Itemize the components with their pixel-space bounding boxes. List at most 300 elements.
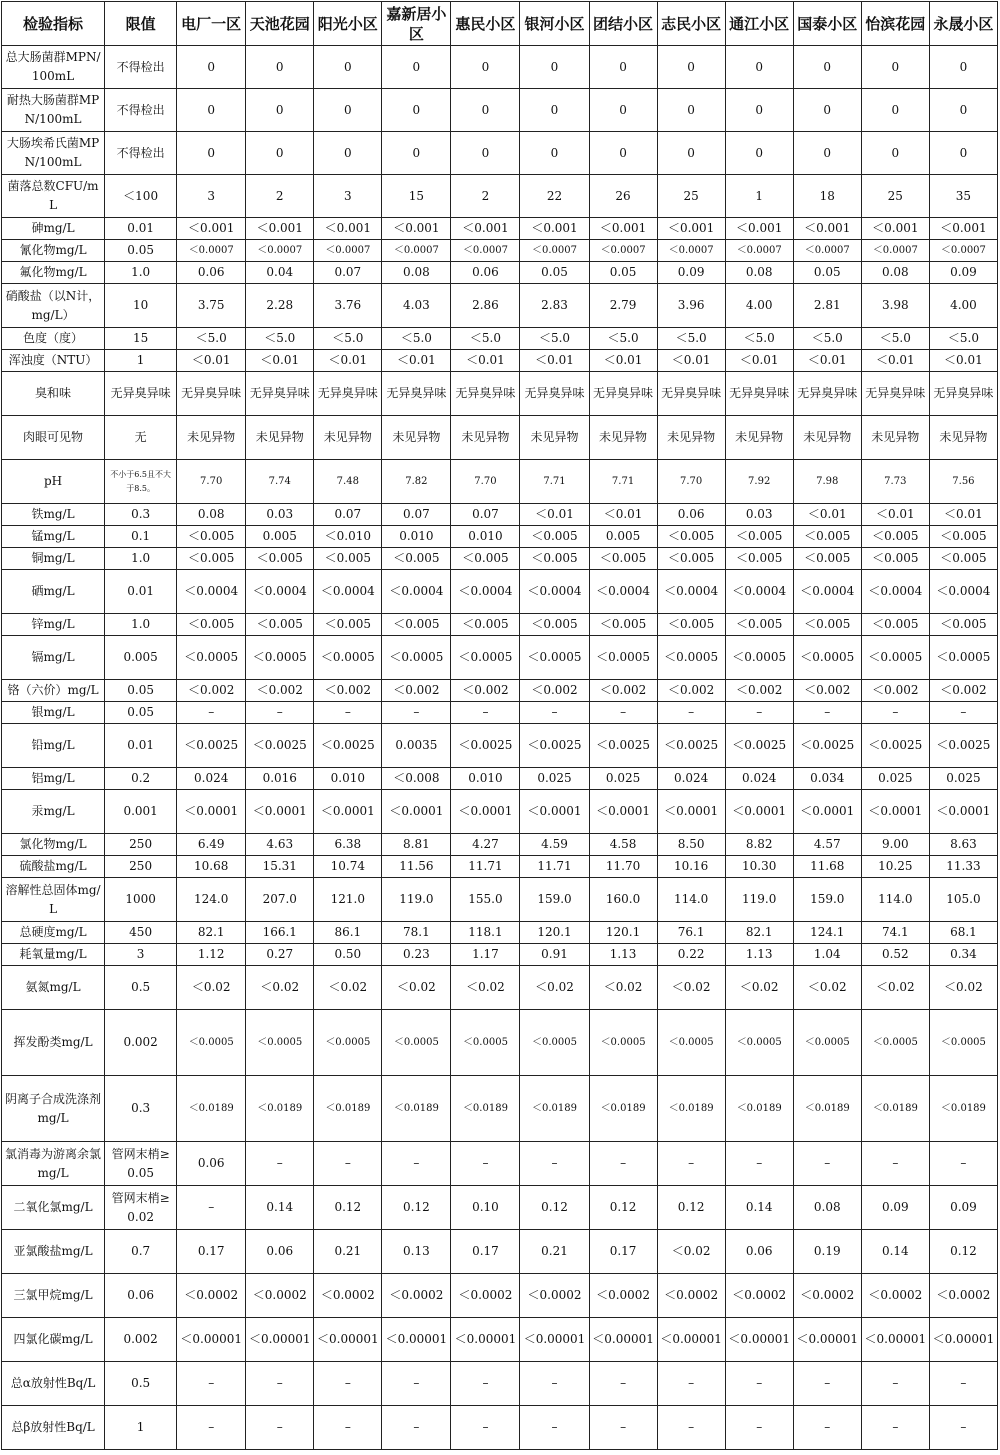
limit-value: 1000	[105, 878, 177, 922]
limit-value: 0.05	[105, 680, 177, 702]
result-cell: ＜0.0007	[589, 240, 657, 262]
result-cell: 无异臭异味	[929, 372, 997, 416]
indicator-name: 氯化物mg/L	[2, 834, 105, 856]
table-row	[2, 89, 998, 132]
column-header: 天池花园	[246, 2, 314, 46]
result-cell: 105.0	[929, 878, 997, 922]
result-cell: ＜0.005	[589, 614, 657, 636]
result-cell: ＜0.005	[177, 526, 246, 548]
column-header: 怡滨花园	[861, 2, 929, 46]
result-cell: ＜0.0002	[861, 1274, 929, 1318]
result-cell: 7.48	[314, 460, 382, 504]
table-row	[2, 1076, 998, 1142]
result-cell: 2.81	[793, 284, 861, 328]
result-cell: 0.14	[725, 1186, 793, 1230]
indicator-name: 色度（度）	[2, 328, 105, 350]
result-cell: ＜5.0	[725, 328, 793, 350]
result-cell: ＜0.001	[929, 218, 997, 240]
table-row	[2, 284, 998, 328]
result-cell: 未见异物	[725, 416, 793, 460]
result-cell: –	[657, 1362, 725, 1406]
result-cell: 0.07	[382, 504, 451, 526]
result-cell: 0.06	[246, 1230, 314, 1274]
result-cell: 0.17	[589, 1230, 657, 1274]
result-cell: ＜0.00001	[657, 1318, 725, 1362]
result-cell: –	[246, 1142, 314, 1186]
result-cell: ＜0.0005	[246, 1010, 314, 1076]
result-cell: 无异臭异味	[520, 372, 589, 416]
result-cell: ＜0.0005	[451, 1010, 520, 1076]
result-cell: 0	[589, 132, 657, 175]
result-cell: 0.12	[657, 1186, 725, 1230]
result-cell: ＜0.01	[861, 350, 929, 372]
result-cell: 未见异物	[520, 416, 589, 460]
result-cell: 78.1	[382, 922, 451, 944]
limit-value: 3	[105, 944, 177, 966]
result-cell: 0.14	[861, 1230, 929, 1274]
result-cell: ＜0.0001	[725, 790, 793, 834]
result-cell: ＜0.005	[520, 614, 589, 636]
result-cell: ＜0.0007	[382, 240, 451, 262]
result-cell: 0.025	[861, 768, 929, 790]
result-cell: 3.98	[861, 284, 929, 328]
limit-value: 不小于6.5且不大于8.5。	[105, 460, 177, 504]
result-cell: 0.14	[246, 1186, 314, 1230]
result-cell: ＜0.00001	[725, 1318, 793, 1362]
result-cell: ＜0.0189	[246, 1076, 314, 1142]
result-cell: –	[177, 1406, 246, 1450]
result-cell: ＜0.0025	[861, 724, 929, 768]
result-cell: ＜0.02	[793, 966, 861, 1010]
limit-value: 0.05	[105, 702, 177, 724]
result-cell: 0.12	[929, 1230, 997, 1274]
indicator-name: 臭和味	[2, 372, 105, 416]
result-cell: ＜0.0004	[793, 570, 861, 614]
result-cell: 7.82	[382, 460, 451, 504]
indicator-name: 银mg/L	[2, 702, 105, 724]
result-cell: ＜0.005	[861, 526, 929, 548]
indicator-name: 锰mg/L	[2, 526, 105, 548]
result-cell: 4.58	[589, 834, 657, 856]
table-row	[2, 856, 998, 878]
column-header: 阳光小区	[314, 2, 382, 46]
limit-value: 0.5	[105, 1362, 177, 1406]
result-cell: 0.0035	[382, 724, 451, 768]
table-row	[2, 834, 998, 856]
result-cell: –	[246, 702, 314, 724]
result-cell: 3.76	[314, 284, 382, 328]
result-cell: 0.52	[861, 944, 929, 966]
result-cell: ＜0.005	[657, 614, 725, 636]
column-header: 国泰小区	[793, 2, 861, 46]
result-cell: 0	[177, 46, 246, 89]
result-cell: 4.57	[793, 834, 861, 856]
result-cell: 0.12	[589, 1186, 657, 1230]
result-cell: 未见异物	[929, 416, 997, 460]
column-header: 检验指标	[2, 2, 105, 46]
result-cell: 0.024	[177, 768, 246, 790]
result-cell: 0.09	[657, 262, 725, 284]
indicator-name: 四氯化碳mg/L	[2, 1318, 105, 1362]
result-cell: ＜0.00001	[793, 1318, 861, 1362]
table-row	[2, 1186, 998, 1230]
result-cell: 119.0	[725, 878, 793, 922]
result-cell: ＜0.02	[657, 1230, 725, 1274]
result-cell: 3.75	[177, 284, 246, 328]
result-cell: ＜0.005	[382, 614, 451, 636]
result-cell: 11.68	[793, 856, 861, 878]
result-cell: 0.005	[246, 526, 314, 548]
result-cell: 0.08	[793, 1186, 861, 1230]
result-cell: 0.08	[725, 262, 793, 284]
result-cell: ＜5.0	[246, 328, 314, 350]
result-cell: –	[793, 1142, 861, 1186]
result-cell: ＜0.0189	[382, 1076, 451, 1142]
result-cell: 无异臭异味	[314, 372, 382, 416]
result-cell: –	[589, 1362, 657, 1406]
result-cell: 0	[451, 89, 520, 132]
result-cell: ＜5.0	[314, 328, 382, 350]
result-cell: 0	[177, 132, 246, 175]
limit-value: 0.5	[105, 966, 177, 1010]
result-cell: ＜0.00001	[520, 1318, 589, 1362]
table-row	[2, 132, 998, 175]
result-cell: ＜0.00001	[177, 1318, 246, 1362]
result-cell: ＜0.02	[177, 966, 246, 1010]
result-cell: ＜0.01	[177, 350, 246, 372]
result-cell: 未见异物	[657, 416, 725, 460]
result-cell: ＜0.02	[520, 966, 589, 1010]
result-cell: –	[929, 1142, 997, 1186]
limit-value: 450	[105, 922, 177, 944]
result-cell: –	[861, 1142, 929, 1186]
indicator-name: 铝mg/L	[2, 768, 105, 790]
result-cell: 2	[451, 175, 520, 218]
result-cell: 1.13	[589, 944, 657, 966]
result-cell: ＜0.0004	[861, 570, 929, 614]
result-cell: 0.05	[589, 262, 657, 284]
result-cell: 121.0	[314, 878, 382, 922]
result-cell: 0.12	[520, 1186, 589, 1230]
result-cell: 未见异物	[177, 416, 246, 460]
result-cell: 0.34	[929, 944, 997, 966]
result-cell: 18	[793, 175, 861, 218]
indicator-name: 菌落总数CFU/mL	[2, 175, 105, 218]
result-cell: –	[314, 1142, 382, 1186]
result-cell: ＜0.01	[382, 350, 451, 372]
table-row	[2, 416, 998, 460]
result-cell: ＜0.01	[793, 504, 861, 526]
result-cell: 68.1	[929, 922, 997, 944]
result-cell: ＜5.0	[929, 328, 997, 350]
result-cell: 4.63	[246, 834, 314, 856]
indicator-name: pH	[2, 460, 105, 504]
result-cell: ＜0.01	[520, 504, 589, 526]
column-header: 限值	[105, 2, 177, 46]
result-cell: 0.010	[382, 526, 451, 548]
result-cell: 0.016	[246, 768, 314, 790]
result-cell: 4.00	[929, 284, 997, 328]
result-cell: ＜0.0025	[451, 724, 520, 768]
result-cell: 未见异物	[314, 416, 382, 460]
water-quality-table	[1, 1, 998, 1450]
result-cell: 0.06	[177, 262, 246, 284]
table-row	[2, 680, 998, 702]
result-cell: ＜0.0189	[177, 1076, 246, 1142]
result-cell: 无异臭异味	[177, 372, 246, 416]
result-cell: 0.010	[451, 768, 520, 790]
indicator-name: 阴离子合成洗涤剂mg/L	[2, 1076, 105, 1142]
result-cell: 0.21	[520, 1230, 589, 1274]
result-cell: ＜0.002	[520, 680, 589, 702]
result-cell: 0	[520, 89, 589, 132]
result-cell: 无异臭异味	[793, 372, 861, 416]
result-cell: 4.27	[451, 834, 520, 856]
result-cell: ＜0.0005	[589, 636, 657, 680]
result-cell: ＜0.002	[929, 680, 997, 702]
table-row	[2, 175, 998, 218]
indicator-name: 大肠埃希氏菌MPN/100mL	[2, 132, 105, 175]
table-row	[2, 1142, 998, 1186]
result-cell: –	[382, 1406, 451, 1450]
result-cell: –	[929, 1406, 997, 1450]
result-cell: 74.1	[861, 922, 929, 944]
result-cell: 8.50	[657, 834, 725, 856]
result-cell: –	[725, 1362, 793, 1406]
result-cell: ＜0.0189	[861, 1076, 929, 1142]
result-cell: ＜0.0001	[246, 790, 314, 834]
result-cell: ＜0.0004	[725, 570, 793, 614]
result-cell: ＜0.002	[589, 680, 657, 702]
result-cell: ＜0.0002	[589, 1274, 657, 1318]
result-cell: 0	[520, 46, 589, 89]
result-cell: 0.09	[861, 1186, 929, 1230]
indicator-name: 铬（六价）mg/L	[2, 680, 105, 702]
table-row	[2, 328, 998, 350]
result-cell: –	[657, 702, 725, 724]
result-cell: 0.04	[246, 262, 314, 284]
result-cell: ＜0.001	[382, 218, 451, 240]
result-cell: ＜0.0007	[177, 240, 246, 262]
result-cell: ＜0.0005	[929, 636, 997, 680]
table-row	[2, 460, 998, 504]
result-cell: ＜0.0005	[314, 636, 382, 680]
result-cell: ＜0.00001	[589, 1318, 657, 1362]
result-cell: ＜0.0005	[657, 636, 725, 680]
result-cell: 1.04	[793, 944, 861, 966]
table-row	[2, 768, 998, 790]
result-cell: ＜0.00001	[861, 1318, 929, 1362]
result-cell: ＜0.005	[657, 526, 725, 548]
result-cell: ＜0.001	[589, 218, 657, 240]
result-cell: –	[520, 1142, 589, 1186]
result-cell: –	[520, 1362, 589, 1406]
result-cell: 6.49	[177, 834, 246, 856]
table-row	[2, 372, 998, 416]
result-cell: ＜0.005	[177, 548, 246, 570]
result-cell: –	[725, 702, 793, 724]
result-cell: 7.56	[929, 460, 997, 504]
result-cell: –	[177, 1186, 246, 1230]
result-cell: ＜0.005	[246, 548, 314, 570]
result-cell: ＜0.005	[793, 548, 861, 570]
indicator-name: 砷mg/L	[2, 218, 105, 240]
table-row	[2, 878, 998, 922]
result-cell: ＜0.0004	[520, 570, 589, 614]
limit-value: 1	[105, 1406, 177, 1450]
column-header: 通江小区	[725, 2, 793, 46]
table-row	[2, 944, 998, 966]
result-cell: ＜0.005	[589, 548, 657, 570]
result-cell: 0	[246, 132, 314, 175]
result-cell: ＜5.0	[793, 328, 861, 350]
result-cell: ＜0.005	[861, 548, 929, 570]
result-cell: ＜0.0189	[451, 1076, 520, 1142]
result-cell: 155.0	[451, 878, 520, 922]
result-cell: ＜0.002	[246, 680, 314, 702]
result-cell: 无异臭异味	[451, 372, 520, 416]
result-cell: ＜0.005	[793, 614, 861, 636]
result-cell: 未见异物	[451, 416, 520, 460]
result-cell: ＜0.0189	[657, 1076, 725, 1142]
result-cell: ＜0.0001	[929, 790, 997, 834]
result-cell: ＜0.0005	[725, 1010, 793, 1076]
result-cell: ＜0.0001	[657, 790, 725, 834]
result-cell: ＜0.0005	[177, 1010, 246, 1076]
result-cell: 0	[657, 46, 725, 89]
result-cell: ＜0.0005	[177, 636, 246, 680]
result-cell: ＜0.0002	[451, 1274, 520, 1318]
table-row	[2, 614, 998, 636]
result-cell: –	[861, 1362, 929, 1406]
result-cell: ＜0.0005	[657, 1010, 725, 1076]
table-row	[2, 636, 998, 680]
result-cell: ＜0.005	[929, 526, 997, 548]
result-cell: ＜0.005	[314, 548, 382, 570]
result-cell: –	[382, 1142, 451, 1186]
column-header: 电厂一区	[177, 2, 246, 46]
result-cell: ＜0.0007	[520, 240, 589, 262]
indicator-name: 汞mg/L	[2, 790, 105, 834]
limit-value: 250	[105, 834, 177, 856]
result-cell: 0.09	[929, 1186, 997, 1230]
table-row	[2, 46, 998, 89]
result-cell: –	[725, 1406, 793, 1450]
result-cell: 0	[861, 46, 929, 89]
limit-value: 0.7	[105, 1230, 177, 1274]
limit-value: 0.01	[105, 570, 177, 614]
result-cell: 8.82	[725, 834, 793, 856]
table-row	[2, 1362, 998, 1406]
result-cell: 0.034	[793, 768, 861, 790]
table-row	[2, 724, 998, 768]
indicator-name: 铅mg/L	[2, 724, 105, 768]
limit-value: 0.001	[105, 790, 177, 834]
result-cell: 166.1	[246, 922, 314, 944]
result-cell: ＜0.0002	[177, 1274, 246, 1318]
result-cell: ＜0.0007	[657, 240, 725, 262]
result-cell: ＜0.005	[725, 548, 793, 570]
limit-value: 管网末梢≥0.02	[105, 1186, 177, 1230]
result-cell: 2.79	[589, 284, 657, 328]
result-cell: 207.0	[246, 878, 314, 922]
limit-value: 无异臭异味	[105, 372, 177, 416]
result-cell: 未见异物	[589, 416, 657, 460]
result-cell: 0	[451, 132, 520, 175]
limit-value: 0.005	[105, 636, 177, 680]
result-cell: ＜0.0189	[793, 1076, 861, 1142]
result-cell: –	[246, 1362, 314, 1406]
indicator-name: 硫酸盐mg/L	[2, 856, 105, 878]
result-cell: ＜0.01	[725, 350, 793, 372]
result-cell: 8.63	[929, 834, 997, 856]
table-row	[2, 548, 998, 570]
result-cell: –	[657, 1142, 725, 1186]
result-cell: 10.30	[725, 856, 793, 878]
result-cell: ＜0.002	[657, 680, 725, 702]
result-cell: ＜0.0005	[793, 636, 861, 680]
limit-value: 0.002	[105, 1318, 177, 1362]
result-cell: 0	[793, 46, 861, 89]
result-cell: ＜5.0	[657, 328, 725, 350]
indicator-name: 镉mg/L	[2, 636, 105, 680]
result-cell: ＜0.0002	[520, 1274, 589, 1318]
result-cell: 26	[589, 175, 657, 218]
result-cell: 0.024	[725, 768, 793, 790]
result-cell: 82.1	[725, 922, 793, 944]
limit-value: 0.2	[105, 768, 177, 790]
result-cell: ＜0.02	[382, 966, 451, 1010]
result-cell: ＜0.0004	[657, 570, 725, 614]
table-row	[2, 1274, 998, 1318]
result-cell: 2.86	[451, 284, 520, 328]
result-cell: 124.1	[793, 922, 861, 944]
result-cell: ＜0.0001	[382, 790, 451, 834]
result-cell: ＜0.00001	[314, 1318, 382, 1362]
result-cell: –	[725, 1142, 793, 1186]
result-cell: ＜0.008	[382, 768, 451, 790]
result-cell: ＜0.0005	[520, 636, 589, 680]
limit-value: 15	[105, 328, 177, 350]
result-cell: 3	[314, 175, 382, 218]
table-row	[2, 1010, 998, 1076]
result-cell: –	[520, 1406, 589, 1450]
result-cell: ＜0.0005	[382, 1010, 451, 1076]
result-cell: ＜0.0007	[725, 240, 793, 262]
limit-value: 不得检出	[105, 132, 177, 175]
limit-value: 管网末梢≥0.05	[105, 1142, 177, 1186]
result-cell: ＜0.0025	[314, 724, 382, 768]
result-cell: ＜0.0005	[589, 1010, 657, 1076]
result-cell: 0	[246, 89, 314, 132]
result-cell: 0.21	[314, 1230, 382, 1274]
result-cell: 2.83	[520, 284, 589, 328]
result-cell: 0.12	[314, 1186, 382, 1230]
result-cell: –	[793, 1406, 861, 1450]
indicator-name: 铁mg/L	[2, 504, 105, 526]
result-cell: 76.1	[657, 922, 725, 944]
result-cell: 9.00	[861, 834, 929, 856]
result-cell: ＜0.001	[451, 218, 520, 240]
result-cell: 3	[177, 175, 246, 218]
result-cell: ＜0.0004	[929, 570, 997, 614]
result-cell: ＜0.02	[929, 966, 997, 1010]
result-cell: ＜0.002	[861, 680, 929, 702]
result-cell: ＜0.00001	[451, 1318, 520, 1362]
result-cell: –	[929, 702, 997, 724]
table-row	[2, 922, 998, 944]
result-cell: ＜0.0025	[725, 724, 793, 768]
